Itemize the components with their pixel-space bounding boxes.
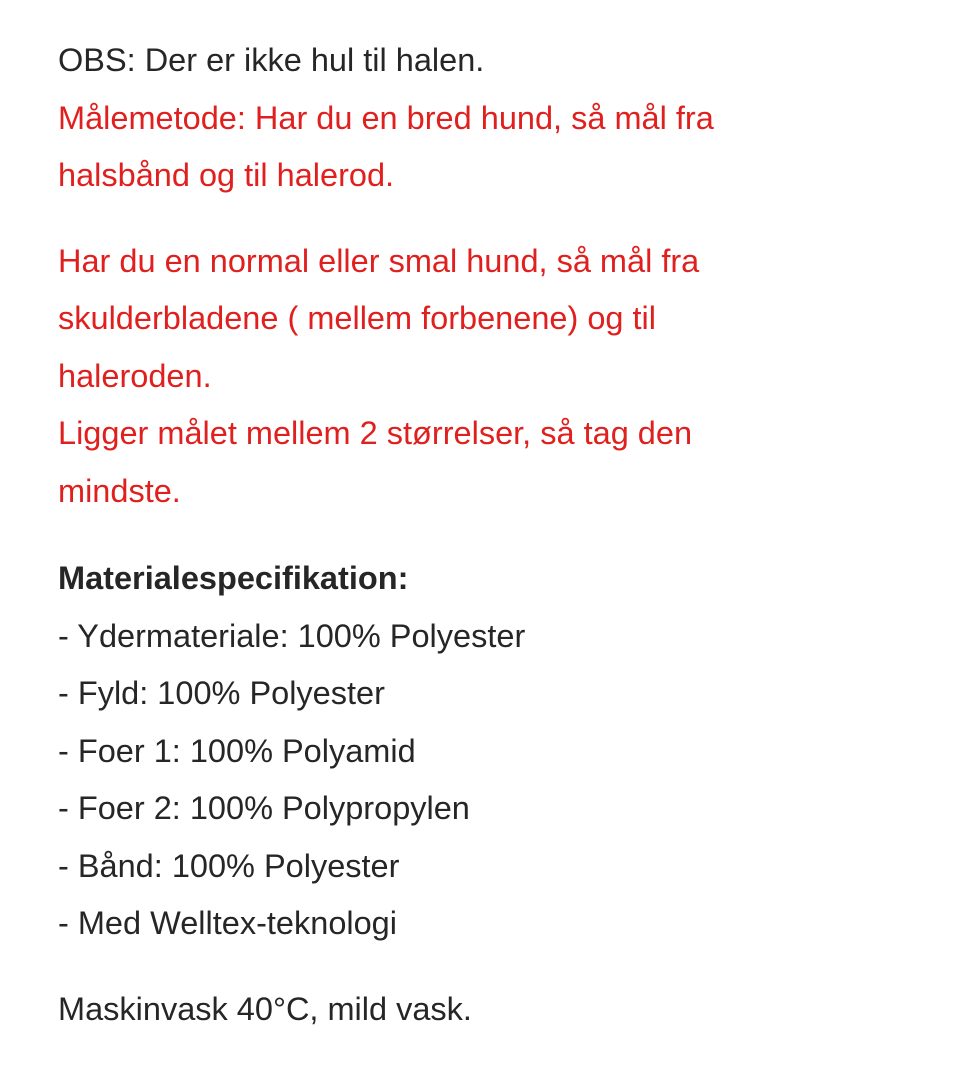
material-item: - Med Welltex-teknologi	[58, 905, 397, 941]
product-description	[58, 32, 920, 1038]
measurement-method-paragraph-2	[58, 233, 920, 521]
material-heading: Materialespecifikation:	[58, 560, 409, 596]
care-instructions: Maskinvask 40°C, mild vask.	[58, 990, 472, 1027]
measurement-text-line: Ligger målet mellem 2 størrelser, så tag den	[58, 415, 693, 451]
measurement-text-line: halsbånd og til halerod.	[58, 157, 395, 193]
paragraph-gap	[58, 953, 920, 981]
measurement-text-line: haleroden.	[58, 357, 212, 394]
measurement-text-line: Målemetode: Har du en bred hund, så mål fra	[58, 99, 714, 136]
obs-note: OBS: Der er ikke hul til halen.	[58, 42, 485, 78]
paragraph-gap	[58, 520, 920, 550]
material-item: - Fyld: 100% Polyester	[58, 675, 385, 711]
measurement-text-line: mindste.	[58, 472, 181, 509]
material-item: - Ydermateriale: 100% Polyester	[58, 617, 526, 654]
paragraph-gap	[58, 205, 920, 233]
measurement-text-line: Har du en normal eller smal hund, så mål fra	[58, 242, 700, 279]
material-item: - Foer 1: 100% Polyamid	[58, 732, 416, 769]
measurement-text-line: skulderbladene ( mellem forbenene) og til	[58, 300, 656, 336]
material-item: - Bånd: 100% Polyester	[58, 847, 400, 884]
measurement-method-paragraph-1	[58, 90, 920, 205]
material-specification	[58, 550, 920, 953]
material-item: - Foer 2: 100% Polypropylen	[58, 790, 470, 826]
